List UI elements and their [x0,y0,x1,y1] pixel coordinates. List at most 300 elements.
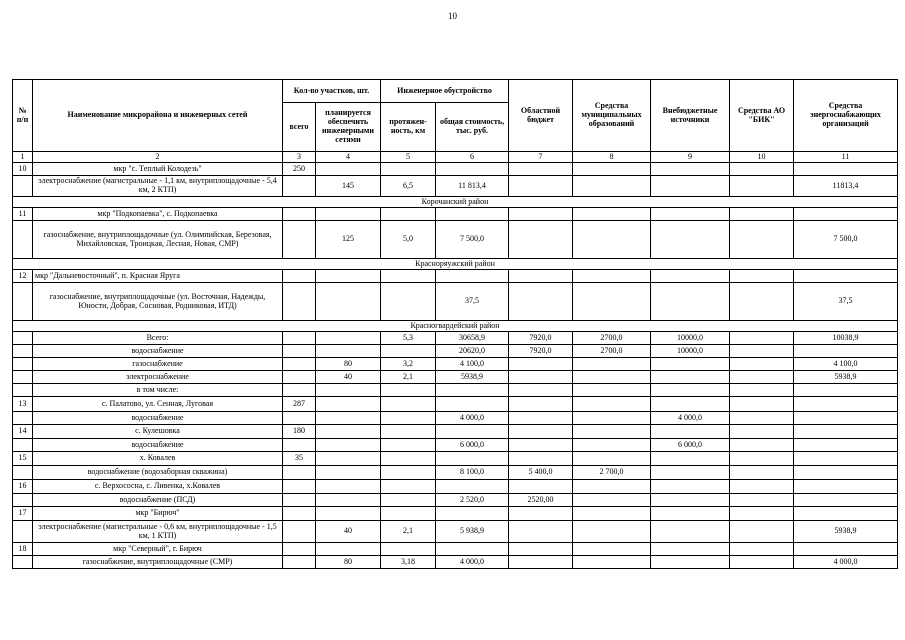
table-cell [316,480,381,494]
table-cell [381,425,436,439]
table-cell: водоснабжение [33,439,283,452]
header-num: № п/п [13,80,33,152]
table-cell [316,283,381,321]
table-cell [730,556,794,569]
table-cell [730,345,794,358]
table-cell [283,221,316,259]
table-row [13,358,898,371]
table-cell: 16 [13,480,33,494]
table-cell: 18 [13,543,33,556]
column-number: 11 [794,152,898,163]
table-cell [509,358,573,371]
table-cell [436,452,509,466]
table-cell [573,176,651,197]
header-sites: Кол-во участков, шт. [283,80,381,103]
table-row [13,384,898,397]
column-number: 4 [316,152,381,163]
table-cell [651,221,730,259]
table-row [13,543,898,556]
table-cell [436,270,509,283]
header-municipal: Средства муниципальных образований [573,80,651,152]
table-cell: 2,1 [381,371,436,384]
table-cell [651,507,730,521]
table-cell: электроснабжение [33,371,283,384]
table-cell: 5 938,9 [436,521,509,543]
table-cell [316,384,381,397]
table-cell [730,452,794,466]
table-cell: 4 100,0 [794,358,898,371]
table-cell: мкр "Дальневосточный", п. Красная Яруга [33,270,283,283]
table-cell [283,345,316,358]
table-row [13,556,898,569]
table-cell [316,270,381,283]
table-cell: мкр "Подкопаевка", с. Подкопаевка [33,208,283,221]
table-cell: водоснабжение [33,345,283,358]
table-cell: газоснабжение [33,358,283,371]
table-cell [381,466,436,480]
section-title: Красноряужский район [13,259,898,270]
table-row [13,397,898,412]
table-row [13,270,898,283]
table-cell [730,270,794,283]
table-cell [381,384,436,397]
table-row [13,208,898,221]
table-cell [509,270,573,283]
table-cell [651,494,730,507]
table-cell [381,439,436,452]
table-cell [794,345,898,358]
table-cell [316,345,381,358]
table-cell: 8 100,0 [436,466,509,480]
table-cell [13,439,33,452]
table-cell [794,425,898,439]
table-cell: 40 [316,521,381,543]
table-cell: мкр "Бирюч" [33,507,283,521]
table-cell: водоснабжение (ПСД) [33,494,283,507]
table-cell [316,397,381,412]
table-cell: 17 [13,507,33,521]
table-row [13,439,898,452]
table-cell [509,208,573,221]
table-cell [509,521,573,543]
table-cell [651,543,730,556]
table-row [13,466,898,480]
table-header [13,80,898,163]
table-cell [13,176,33,197]
table-cell [573,452,651,466]
table-cell: 12 [13,270,33,283]
table-cell [509,176,573,197]
table-cell: 2700,0 [573,332,651,345]
table-cell: 4 100,0 [436,358,509,371]
column-number: 6 [436,152,509,163]
table-cell [730,425,794,439]
table-row [13,332,898,345]
table-cell [573,163,651,176]
table-cell: 180 [283,425,316,439]
table-cell [730,543,794,556]
table-cell [283,358,316,371]
table-cell [573,384,651,397]
header-total: всего [283,103,316,152]
table-cell [283,543,316,556]
table-cell [283,332,316,345]
table-cell: 7920,0 [509,345,573,358]
table-cell [794,412,898,425]
table-row [13,163,898,176]
table-cell [573,439,651,452]
table-row [13,521,898,543]
table-cell [381,397,436,412]
infrastructure-table [12,79,898,569]
table-cell [283,466,316,480]
table-cell [730,480,794,494]
table-cell [509,163,573,176]
table-cell [730,521,794,543]
table-cell [509,221,573,259]
table-cell: электроснабжение (магистральные - 1,1 км, внутриплощадочные - 5,4 км, 2 КТП) [33,176,283,197]
table-row [13,412,898,425]
table-cell [651,384,730,397]
header-energy: Средства энергоснабжающих организаций [794,80,898,152]
table-cell [316,543,381,556]
table-cell: 40 [316,371,381,384]
column-number: 1 [13,152,33,163]
table-cell: 13 [13,397,33,412]
table-cell [573,208,651,221]
table-cell: 2520,00 [509,494,573,507]
header-name: Наименование микрорайона и инженерных сетей [33,80,283,152]
table-cell [573,480,651,494]
table-cell: газоснабжение, внутриплощадочные (ул. Восточная, Надежды, Юности, Добрая, Сосновая, Родниковая, ИТД) [33,283,283,321]
section-row [13,197,898,208]
table-cell: 2 520,0 [436,494,509,507]
table-body [13,163,898,569]
table-cell [794,439,898,452]
table-cell: газоснабжение, внутриплощадочные (ул. Олимпийская, Березовая, Михайловская, Троицкая, Лесная, Новая, СМР) [33,221,283,259]
column-number: 5 [381,152,436,163]
table-cell [573,270,651,283]
table-cell: 5,3 [381,332,436,345]
table-cell [794,384,898,397]
table-row [13,221,898,259]
table-cell [651,163,730,176]
table-cell [381,283,436,321]
table-cell: с. Верхососна, с. Ливенка, х.Ковалев [33,480,283,494]
table-cell [283,283,316,321]
table-cell [283,371,316,384]
table-row [13,480,898,494]
table-cell [794,452,898,466]
table-row [13,283,898,321]
table-cell [13,332,33,345]
table-cell [13,521,33,543]
table-cell [651,521,730,543]
table-cell [436,507,509,521]
table-cell [651,425,730,439]
table-cell [509,371,573,384]
table-cell [436,425,509,439]
table-cell [573,521,651,543]
table-cell: 7920,0 [509,332,573,345]
table-cell [730,221,794,259]
table-cell [316,208,381,221]
table-cell: водоснабжение [33,412,283,425]
section-title: Корочанский район [13,197,898,208]
table-cell [509,412,573,425]
table-cell [381,412,436,425]
table-cell: 2700,0 [573,345,651,358]
table-cell: 11813,4 [794,176,898,197]
table-cell [509,397,573,412]
table-cell [573,494,651,507]
table-cell [573,283,651,321]
table-cell [283,507,316,521]
table-cell [283,439,316,452]
table-cell: 7 500,0 [436,221,509,259]
table-cell: электроснабжение (магистральные - 0,6 км, внутриплощадочные - 1,5 км, 1 КТП) [33,521,283,543]
table-cell [436,543,509,556]
table-cell: 20620,0 [436,345,509,358]
table-cell: 5 400,0 [509,466,573,480]
table-cell [730,466,794,480]
table-cell [436,208,509,221]
table-cell [509,283,573,321]
table-cell [794,480,898,494]
table-cell: 3,2 [381,358,436,371]
table-cell: 10038,9 [794,332,898,345]
table-cell [316,332,381,345]
table-cell [316,466,381,480]
table-cell [651,556,730,569]
table-cell: 3,18 [381,556,436,569]
table-cell [436,163,509,176]
column-number: 3 [283,152,316,163]
table-cell: 11 [13,208,33,221]
table-cell [381,494,436,507]
table-cell: 5938,9 [794,521,898,543]
table-cell [316,439,381,452]
header-regional: Областной бюджет [509,80,573,152]
table-cell [794,208,898,221]
table-cell [13,412,33,425]
column-number: 8 [573,152,651,163]
table-cell [794,466,898,480]
table-cell [316,494,381,507]
table-row [13,371,898,384]
table-cell [651,371,730,384]
table-cell: 2,1 [381,521,436,543]
table-cell: мкр "с. Теплый Колодезь" [33,163,283,176]
table-cell [509,384,573,397]
table-cell [730,384,794,397]
table-cell: 80 [316,358,381,371]
table-cell [794,507,898,521]
table-cell [509,425,573,439]
table-cell [651,358,730,371]
table-cell: 80 [316,556,381,569]
table-cell [509,439,573,452]
table-row [13,452,898,466]
table-cell [730,358,794,371]
table-cell: 125 [316,221,381,259]
table-cell [509,480,573,494]
table-cell: в том числе: [33,384,283,397]
table-cell: 250 [283,163,316,176]
table-cell: 14 [13,425,33,439]
table-cell [13,221,33,259]
table-cell: 15 [13,452,33,466]
table-cell: 145 [316,176,381,197]
table-cell: 2 700,0 [573,466,651,480]
section-row [13,321,898,332]
table-cell [509,556,573,569]
table-cell [436,384,509,397]
table-row [13,494,898,507]
table-cell [730,176,794,197]
table-cell [283,494,316,507]
header-length: протяжен-ность, км [381,103,436,152]
table-cell [436,397,509,412]
table-cell [651,480,730,494]
table-cell: 10000,0 [651,345,730,358]
column-number: 9 [651,152,730,163]
table-cell: 5,0 [381,221,436,259]
table-cell [381,208,436,221]
table-cell [651,270,730,283]
table-cell [573,412,651,425]
table-cell [651,397,730,412]
table-cell: 6 000,0 [436,439,509,452]
column-number: 10 [730,152,794,163]
table-row [13,345,898,358]
table-cell [651,452,730,466]
table-cell: 4 000,0 [794,556,898,569]
table-cell [794,397,898,412]
table-cell: газоснабжение, внутриплощадочные (СМР) [33,556,283,569]
table-cell [283,270,316,283]
table-cell [316,507,381,521]
table-cell [730,208,794,221]
table-cell [381,507,436,521]
table-cell [730,397,794,412]
table-cell [573,397,651,412]
table-cell [13,345,33,358]
table-cell [794,543,898,556]
table-cell [651,466,730,480]
table-cell [13,384,33,397]
table-cell [13,283,33,321]
table-cell: 37,5 [436,283,509,321]
table-cell [573,221,651,259]
table-cell [651,208,730,221]
table-cell [730,163,794,176]
table-cell [13,466,33,480]
table-cell [794,163,898,176]
table-cell [730,412,794,425]
table-cell [730,283,794,321]
table-cell [316,163,381,176]
table-cell [573,507,651,521]
table-cell [573,371,651,384]
table-cell: 6,5 [381,176,436,197]
table-cell [381,452,436,466]
section-title: Красногвардейский район [13,321,898,332]
table-cell: водоснабжение (водозаборная скважина) [33,466,283,480]
table-cell [283,384,316,397]
table-cell [381,480,436,494]
table-cell [283,412,316,425]
table-cell [283,208,316,221]
table-cell [436,480,509,494]
table-cell [381,345,436,358]
section-row [13,259,898,270]
table-cell: х. Ковалев [33,452,283,466]
table-cell [381,543,436,556]
table-cell: 11 813,4 [436,176,509,197]
table-cell [509,452,573,466]
column-number-row [13,152,898,163]
table-cell [509,543,573,556]
table-cell: 5938,9 [794,371,898,384]
header-cost: общая стоимость, тыс. руб. [436,103,509,152]
column-number: 7 [509,152,573,163]
table-cell: 35 [283,452,316,466]
table-cell [794,270,898,283]
table-cell [573,425,651,439]
table-cell [13,556,33,569]
table-cell: 4 000,0 [651,412,730,425]
table-cell [13,371,33,384]
header-infra: Инженерное обустройство [381,80,509,103]
column-number: 2 [33,152,283,163]
table-cell [651,176,730,197]
table-cell: 4 000,0 [436,556,509,569]
table-cell [283,480,316,494]
table-row [13,425,898,439]
table-cell [730,332,794,345]
table-cell [573,543,651,556]
table-cell: 4 000,0 [436,412,509,425]
table-cell [316,412,381,425]
table-cell [730,507,794,521]
table-row [13,507,898,521]
table-cell [730,371,794,384]
table-cell: 10000,0 [651,332,730,345]
table-cell [316,452,381,466]
table-cell [381,163,436,176]
table-cell: с. Палатово, ул. Сенная, Луговая [33,397,283,412]
table-cell [283,176,316,197]
table-cell [283,556,316,569]
table-cell: 30658,9 [436,332,509,345]
table-cell: 7 500,0 [794,221,898,259]
header-planned: планируется обеспечить инженерными сетями [316,103,381,152]
table-cell: с. Кулешовка [33,425,283,439]
table-cell [316,425,381,439]
header-bik: Средства АО "БИК" [730,80,794,152]
table-cell: 6 000,0 [651,439,730,452]
table-cell: Всего: [33,332,283,345]
table-cell [730,494,794,507]
page-number: 10 [448,11,457,21]
table-cell: 10 [13,163,33,176]
table-cell [794,494,898,507]
header-extra: Внебюджетные источники [651,80,730,152]
table-cell [730,439,794,452]
table-cell [283,521,316,543]
table-cell: 37,5 [794,283,898,321]
